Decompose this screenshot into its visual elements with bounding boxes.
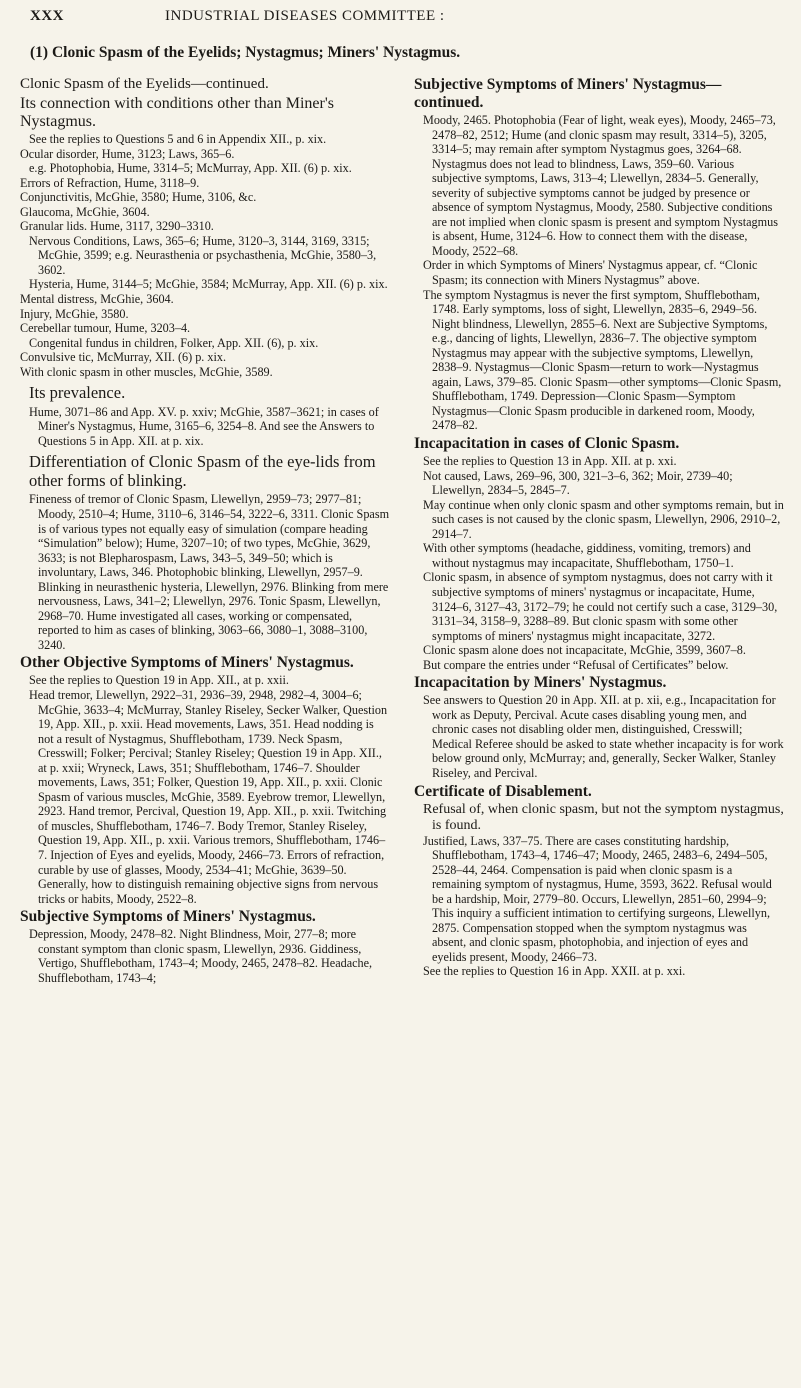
entry: See the replies to Question 16 in App. XXII. at p. xxi.	[423, 964, 686, 979]
left-column	[20, 74, 392, 985]
entry: May continue when only clonic spasm and other symptoms remain, but in such cases is not caused by the clonic spasm, Llewellyn, 2906, 2910–2, 2914–7.	[423, 497, 784, 541]
heading-connection: Its connection with conditions other than Miner's Nystagmus.	[20, 95, 334, 130]
heading-certificate: Certificate of Disablement.	[414, 782, 592, 800]
entry: e.g. Photophobia, Hume, 3314–5; McMurray, App. XII. (6) p. xix.	[29, 161, 352, 176]
entry: Convulsive tic, McMurray, XII. (6) p. xix.	[20, 350, 227, 365]
entry: Hume, 3071–86 and App. XV. p. xxiv; McGhie, 3587–3621; in cases of Miner's Nystagmus, Hume, 3165–6, 3254–8. And see the Answers to Questions 5 in App. XII. at p. xix.	[29, 404, 379, 448]
entry: See the replies to Questions 5 and 6 in Appendix XII., p. xix.	[29, 132, 327, 146]
entry: Conjunctivitis, McGhie, 3580; Hume, 3106, &c.	[20, 190, 257, 205]
entry: But compare the entries under “Refusal of Certificates” below.	[423, 657, 729, 672]
heading-differentiation: Differentiation of Clonic Spasm of the eye-lids from other forms of blinking.	[29, 452, 376, 490]
entry: Ocular disorder, Hume, 3123; Laws, 365–6.	[20, 146, 235, 161]
section-title: (1) Clonic Spasm of the Eyelids; Nystagmus; Miners' Nystagmus.	[30, 44, 461, 61]
entry: See answers to Question 20 in App. XII. at p. xii, e.g., Incapacitation for work as Deputy, Percival. Acute cases disabling young men, and chronic cases not disabling older men, distinguished, Cresswill; Medical Referee should be asked to state whether incapacity is for work below ground only, McMurray; and, generally, Secker Walker, Stanley Riseley, and Percival.	[423, 693, 784, 780]
heading-prevalence: Its prevalence.	[29, 383, 126, 403]
entry: Head tremor, Llewellyn, 2922–31, 2936–39, 2948, 2982–4, 3004–6; McGhie, 3633–4; McMurray, Stanley Riseley, Secker Walker, Question 19, App. XII., p. xxii. Head movements, Laws, 351. Head nodding is not a result of Nystagmus, Shufflebotham, 1739. Neck Spasm, Cresswill; Folker; Percival; Stanley Riseley; Question 19 in App. XII., at p. xxii; Wryneck, Laws, 351; Shufflebotham, 1746–7. Shoulder movements, Laws, 351; Folker, Question 19, App. XII., p. xxii. Clonic Spasm of various muscles, McGhie, 3589. Eyebrow tremor, Llewellyn, 2923. Hand tremor, Percival, Question 19, App. XII., p. xxii. Twitching of muscles, Shufflebotham, 1746–7. Body Tremor, Stanley Riseley, Question 19, App. XII., p. xxii. Various tremors, Shufflebotham, 1746–7. Injection of Eyes and eyelids, Moody, 2466–73. Errors of refraction, curable by use of glasses, Moody, 2534–41; McGhie, 3639–50. Generally, how to distinguish remaining objective signs from nervous tricks or habits, Moody, 2522–8.	[29, 688, 388, 906]
heading-subjective-continued: Subjective Symptoms of Miners' Nystagmus—continued.	[414, 76, 722, 111]
entry: Granular lids. Hume, 3117, 3290–3310.	[20, 219, 214, 234]
entry: See the replies to Question 13 in App. XII. at p. xxi.	[423, 454, 677, 469]
heading-other-objective: Other Objective Symptoms of Miners' Nystagmus.	[20, 654, 354, 672]
running-title: INDUSTRIAL DISEASES COMMITTEE :	[165, 8, 445, 24]
page-number: XXX	[30, 8, 64, 24]
entry: Glaucoma, McGhie, 3604.	[20, 204, 150, 219]
entry: Cerebellar tumour, Hume, 3203–4.	[20, 321, 191, 336]
entry: The symptom Nystagmus is never the first symptom, Shufflebotham, 1748. Early symptoms, loss of sight, Llewellyn, 2835–6, 2949–56. Night blindness, Llewellyn, 2855–6. Next are Subjective Symptoms, e.g., dancing of lights, Llewellyn, 2836–7. The objective symptom Nystagmus may appear with the subjective symptoms, Llewellyn, 2838–9. Nystagmus—Clonic Spasm—return to work—Nystagmus again, Laws, 379–85. Clonic Spasm—other symptoms—Clonic Spasm, Shufflebotham, 1749. Depression—Clonic Spasm—Symptom Nystagmus—Clonic Spasm producible in darkened room, Moody, 2478–82.	[423, 287, 782, 433]
entry: Not caused, Laws, 269–96, 300, 321–3–6, 362; Moir, 2739–40; Llewellyn, 2834–5, 2845–7.	[423, 468, 733, 498]
entry: Depression, Moody, 2478–82. Night Blindness, Moir, 277–8; more constant symptom than clonic spasm, Llewellyn, 2936. Giddiness, Vertigo, Shufflebotham, 1743–4; Moody, 2465, 2478–82. Headache, Shufflebotham, 1743–4;	[29, 927, 373, 985]
entry: Fineness of tremor of Clonic Spasm, Llewellyn, 2959–73; 2977–81; Moody, 2510–4; Hume, 3110–6, 3146–54, 3222–6, 3311. Clonic Spasm is of various types not equally easy of simulation (compare heading “Simulation” below); Hume, 3207–10; of two types, McGhie, 3629, 3633; is not Blepharospasm, Laws, 343–5, 349–50; which is involuntary, Laws, 346. Photophobic blinking, Llewellyn, 2957–9. Blinking in neurasthenic hysteria, Llewellyn, 2976. Blinking from mere nervousness, Laws, 341–2; Llewellyn, 2976. Tonic Spasm, Llewellyn, 2968–70. Hume investigated all cases, working or compensated, reported to him as cases of blinking, 3063–66, 3080–1, 3088–3100, 3240.	[29, 492, 390, 652]
entry: Clonic spasm, in absence of symptom nystagmus, does not carry with it subjective symptoms of miners' nystagmus or incapacitate, Hume, 3124–6, 3127–43, 3172–79; he could not certify such a case, 3129–30, 3131–34, 3158–9, 3288–89. But clonic spasm with some other symptoms of miners' nystagmus might incapacitate, 3272.	[423, 570, 778, 643]
entry: Injury, McGhie, 3580.	[20, 306, 129, 321]
entry: See the replies to Question 19 in App. XII., at p. xxii.	[29, 673, 289, 688]
entry: With clonic spasm in other muscles, McGhie, 3589.	[20, 364, 273, 379]
entry: Order in which Symptoms of Miners' Nystagmus appear, cf. “Clonic Spasm; its connection with Miners Nystagmus” above.	[423, 258, 758, 288]
entry: Congenital fundus in children, Folker, App. XII. (6), p. xix.	[29, 335, 319, 350]
entry: Moody, 2465. Photophobia (Fear of light, weak eyes), Moody, 2465–73, 2478–82, 2512; Hume (and clonic spasm may result, 3314–5), 3205, 3314–5; may remain after symptom Nystagmus goes, 3264–68. Nystagmus does not lead to blindness, Laws, 359–60. Various subjective symptoms, Laws, 313–4; Llewellyn, 2834–5. Generally, severity of subjective symptoms cannot be judged by presence or absence of symptom Nystagmus, Moody, 2580. Subjective conditions are not implied when clonic spasm is present and symptom Nystagmus is absent, Hume, 3124–6. How to connect them with the disease, Moody, 2522–68.	[423, 113, 778, 258]
entry: Nervous Conditions, Laws, 365–6; Hume, 3120–3, 3144, 3169, 3315; McGhie, 3599; e.g. Neurasthenia or psychasthenia, McGhie, 3580–3, 3602.	[29, 233, 377, 277]
entry: Mental distress, McGhie, 3604.	[20, 292, 174, 307]
heading-incapacitation: Incapacitation in cases of Clonic Spasm.	[414, 435, 680, 453]
entry: Refusal of, when clonic spasm, but not the symptom nystagmus, is found.	[423, 801, 784, 833]
entry: Justified, Laws, 337–75. There are cases constituting hardship, Shufflebotham, 1743–4, 1746–47; Moody, 2465, 2483–6, 2494–505, 2528–44, 2464. Compensation is paid when clonic spasm is a remaining symptom of nystagmus, Hume, 3593, 3622. Refusal would be a hardship, Moir, 2779–80. Occurs, Llewellyn, 2851–60, 2994–9; This inquiry a sufficient intimation to certifying surgeons, Llewellyn, 2875. Compensation stopped when the symptom nystagmus was absent, and clonic spasm, photophobia, and injection of eyes and eyelids present, Moody, 2466–73.	[423, 833, 772, 964]
entry: Clonic spasm alone does not incapacitate, McGhie, 3599, 3607–8.	[423, 643, 746, 658]
heading-incapacitation-miners: Incapacitation by Miners' Nystagmus.	[414, 674, 667, 692]
right-column	[414, 74, 784, 979]
heading-subjective: Subjective Symptoms of Miners' Nystagmus.	[20, 908, 316, 926]
entry: With other symptoms (headache, giddiness, vomiting, tremors) and without nystagmus may incapacitate, Shufflebotham, 1750–1.	[423, 541, 751, 570]
entry: Errors of Refraction, Hume, 3118–9.	[20, 175, 200, 190]
entry: Hysteria, Hume, 3144–5; McGhie, 3584; McMurray, App. XII. (6) p. xix.	[29, 277, 388, 292]
heading-clonic-continued: Clonic Spasm of the Eyelids—continued.	[20, 76, 269, 92]
